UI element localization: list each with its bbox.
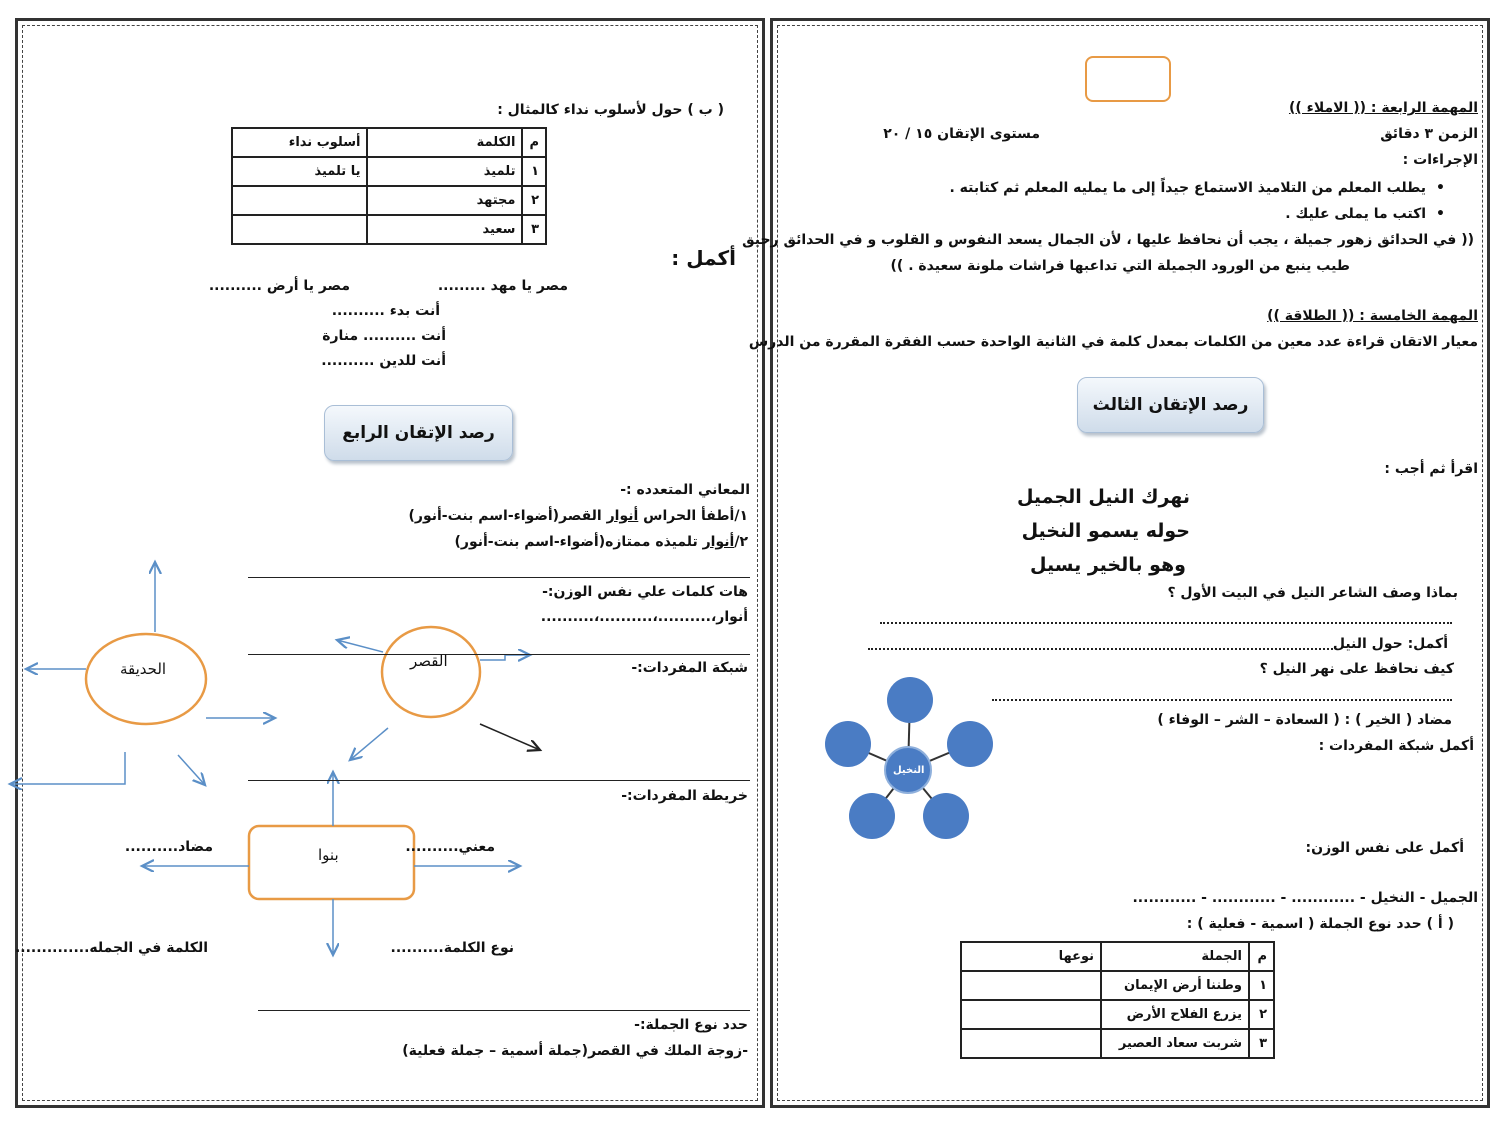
divider-line bbox=[248, 780, 750, 781]
network-node bbox=[887, 677, 933, 723]
table-cell: مجتهد bbox=[367, 186, 522, 215]
table-cell: ١ bbox=[522, 157, 546, 186]
multiple-meanings-label: المعاني المتعدده :- bbox=[620, 482, 750, 498]
table-cell: ٣ bbox=[522, 215, 546, 244]
egypt-line-1: مصر يا مهد ......... bbox=[437, 278, 568, 294]
procedures-label: الإجراءات : bbox=[1402, 152, 1478, 168]
table-cell: يا تلميذ bbox=[232, 157, 367, 186]
table-row bbox=[232, 186, 546, 215]
table-row bbox=[232, 215, 546, 244]
fluency-criterion: معيار الاتقان قراءة عدد معين من الكلمات بمعدل كلمة في الثانية الواحدة حسب الفقرة المقررة من الدرس bbox=[748, 334, 1478, 350]
sentence-type-question: ( أ ) حدد نوع الجملة ( اسمية - فعلية ) : bbox=[1186, 916, 1454, 932]
meaning-2-word: أنوار bbox=[702, 534, 735, 550]
egypt-line-2: مصر يا أرض .......... bbox=[208, 278, 350, 294]
poem-line-3: وهو بالخير يسيل bbox=[1030, 554, 1186, 576]
meaning-1-word: أنوار bbox=[606, 508, 639, 524]
meaning-2-text-b: تلميذه ممتازه(أضواء-اسم بنت-أنور) bbox=[454, 534, 703, 550]
you-line-1: أنت بدء .......... bbox=[331, 303, 440, 319]
meaning-1-text-a: ١/أطفأ الحراس bbox=[638, 508, 748, 524]
sentence-type-label: حدد نوع الجملة:- bbox=[634, 1017, 748, 1033]
node-palace-label: القصر bbox=[410, 652, 448, 670]
mastery3-button-label: رصد الإتقان الثالث bbox=[1092, 395, 1249, 415]
answer-cell[interactable] bbox=[961, 971, 1101, 1000]
question-2: أكمل: حول النيل bbox=[1332, 636, 1448, 652]
table-row bbox=[232, 157, 546, 186]
read-answer-label: اقرأ ثم أجب : bbox=[1384, 461, 1478, 477]
vocative-table bbox=[231, 127, 547, 245]
map-opposite: مضاد.......... bbox=[124, 839, 213, 855]
complete-meter-label: أكمل على نفس الوزن: bbox=[1305, 840, 1464, 856]
meaning-1 bbox=[409, 508, 749, 524]
table-row bbox=[961, 1029, 1274, 1058]
table-row bbox=[961, 1000, 1274, 1029]
table-cell: شربت سعاد العصير bbox=[1101, 1029, 1249, 1058]
table-cell: ٣ bbox=[1249, 1029, 1274, 1058]
table-header: نوعها bbox=[961, 942, 1101, 971]
meter-words: الجميل - النخيل - ............ - ............ - ............ bbox=[1132, 890, 1478, 906]
table-header-row bbox=[232, 128, 546, 157]
task4-title: المهمة الرابعة : (( الاملاء )) bbox=[1288, 100, 1478, 116]
mastery3-button[interactable] bbox=[1077, 377, 1264, 433]
network-node bbox=[849, 793, 895, 839]
mastery4-button[interactable] bbox=[324, 405, 513, 461]
you-line-3: أنت للدين .......... bbox=[321, 353, 446, 369]
table-cell: ٢ bbox=[522, 186, 546, 215]
map-meaning: معني.......... bbox=[405, 839, 495, 855]
node-garden-label: الحديقة bbox=[120, 660, 167, 678]
word-network bbox=[825, 677, 993, 839]
table-header: الجملة bbox=[1101, 942, 1249, 971]
question-1: بماذا وصف الشاعر النيل في البيت الأول ؟ bbox=[1167, 585, 1458, 601]
mastery4-button-label: رصد الإتقان الرابع bbox=[342, 423, 495, 443]
map-word-type: نوع الكلمة.......... bbox=[390, 940, 514, 956]
question-3: كيف نحافظ على نهر النيل ؟ bbox=[1259, 661, 1454, 677]
mastery-level: مستوى الإتقان ١٥ / ٢٠ bbox=[883, 126, 1040, 142]
answer-line-3[interactable] bbox=[992, 699, 1452, 701]
vocab-network-label: شبكة المفردات:- bbox=[631, 660, 748, 676]
vocative-question: ( ب ) حول لأسلوب نداء كالمثال : bbox=[497, 102, 724, 118]
same-meter-label: هات كلمات علي نفس الوزن:- bbox=[542, 584, 748, 600]
meaning-1-text-b: القصر(أضواء-اسم بنت-أنور) bbox=[408, 508, 607, 524]
table-cell: ٢ bbox=[1249, 1000, 1274, 1029]
vocab-network-diagram bbox=[10, 562, 540, 955]
question-5: أكمل شبكة المفردات : bbox=[1318, 738, 1474, 754]
answer-cell[interactable] bbox=[961, 1000, 1101, 1029]
you-line-2: أنت .......... منارة bbox=[322, 328, 446, 344]
procedure-bullet-1: • يطلب المعلم من التلاميذ الاستماع جيداً إلى ما يمليه المعلم ثم كتابته . bbox=[949, 180, 1445, 196]
table-header: أسلوب نداء bbox=[232, 128, 367, 157]
network-node bbox=[947, 721, 993, 767]
sentence-type-table bbox=[960, 941, 1275, 1059]
time-limit: الزمن ٣ دقائق bbox=[1380, 126, 1478, 142]
question-4: مضاد ( الخير ) : ( السعادة – الشر – الوفاء ) bbox=[1157, 712, 1452, 728]
table-header-row bbox=[961, 942, 1274, 971]
network-node bbox=[923, 793, 969, 839]
network-node bbox=[825, 721, 871, 767]
answer-cell[interactable] bbox=[232, 215, 367, 244]
table-cell: سعيد bbox=[367, 215, 522, 244]
poem-line-1: نهرك النيل الجميل bbox=[1016, 486, 1190, 508]
divider-line bbox=[248, 577, 750, 578]
task5-title: المهمة الخامسة : (( الطلاقة )) bbox=[1267, 308, 1478, 324]
answer-line-2[interactable] bbox=[868, 648, 1333, 650]
dictation-text-2: طيب ينبع من الورود الجميلة التي تداعبها فراشات ملونة سعيدة . )) bbox=[890, 258, 1350, 274]
divider-line bbox=[248, 654, 750, 655]
map-in-sentence: الكلمة في الجمله.............. bbox=[14, 940, 208, 956]
procedure-bullet-2: • اكتب ما يملى عليك . bbox=[1285, 206, 1445, 222]
answer-line-1[interactable] bbox=[880, 622, 1452, 624]
table-header: م bbox=[522, 128, 546, 157]
table-header: الكلمة bbox=[367, 128, 522, 157]
table-cell: وطننا أرض الإيمان bbox=[1101, 971, 1249, 1000]
table-cell: ١ bbox=[1249, 971, 1274, 1000]
map-center-label: بنوا bbox=[318, 846, 339, 864]
sentence-example: -زوجة الملك في القصر(جملة أسمية – جملة فعلية) bbox=[402, 1043, 748, 1059]
table-cell: يزرع الفلاح الأرض bbox=[1101, 1000, 1249, 1029]
score-box[interactable] bbox=[1085, 56, 1171, 102]
answer-cell[interactable] bbox=[961, 1029, 1101, 1058]
divider-line bbox=[258, 1010, 750, 1011]
poem-line-2: حوله يسمو النخيل bbox=[1021, 520, 1190, 542]
same-meter-words: أنوار،..........،..........،.......... bbox=[540, 609, 748, 625]
table-cell: تلميذ bbox=[367, 157, 522, 186]
meaning-2 bbox=[455, 534, 748, 550]
meaning-2-text-a: ٢/ bbox=[734, 534, 748, 550]
complete-label: أكمل : bbox=[671, 246, 736, 270]
network-center-label: النخيل bbox=[893, 765, 925, 776]
table-header: م bbox=[1249, 942, 1274, 971]
vocab-map-label: خريطة المفردات:- bbox=[621, 788, 748, 804]
answer-cell[interactable] bbox=[232, 186, 367, 215]
dictation-text-1: (( في الحدائق زهور جميلة ، يجب أن نحافظ عليها ، لأن الجمال يسعد النفوس و القلوب و في الحدائق رحيق bbox=[742, 232, 1474, 248]
table-row bbox=[961, 971, 1274, 1000]
